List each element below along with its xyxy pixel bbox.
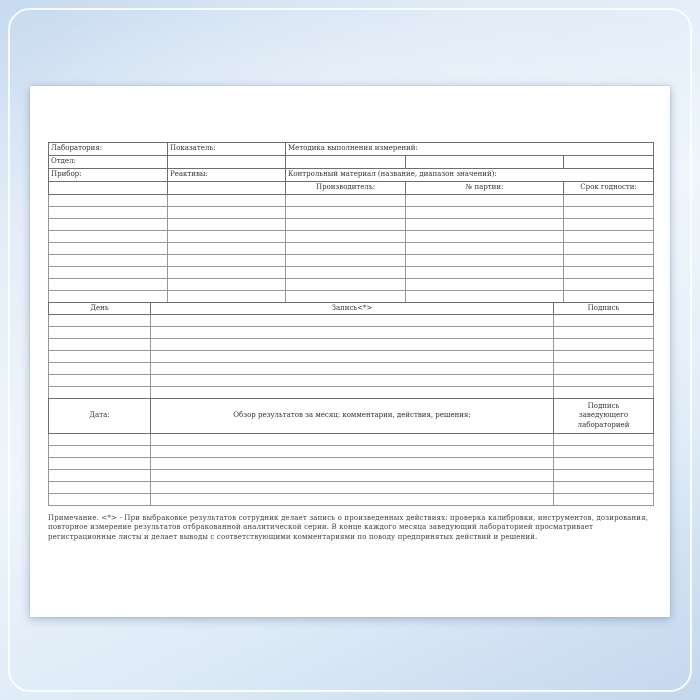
table-row	[49, 267, 654, 279]
empty-grid-cell	[49, 291, 168, 303]
empty-grid-cell	[554, 494, 654, 506]
table-row	[49, 327, 654, 339]
empty-grid-cell	[564, 243, 654, 255]
empty-grid-cell	[49, 243, 168, 255]
empty-grid-cell	[286, 207, 406, 219]
empty-grid-cell	[49, 339, 151, 351]
empty-grid-cell	[554, 315, 654, 327]
empty-grid-cell	[49, 219, 168, 231]
empty-grid-cell	[49, 255, 168, 267]
empty-grid-cell	[49, 195, 168, 207]
daily-log-table	[48, 302, 654, 399]
empty-grid-cell	[406, 156, 564, 169]
empty-grid-cell	[406, 243, 564, 255]
empty-grid-cell	[151, 375, 554, 387]
table-row	[49, 494, 654, 506]
empty-grid-cell	[151, 446, 554, 458]
table-row	[49, 470, 654, 482]
empty-grid-cell	[49, 470, 151, 482]
empty-grid-cell	[286, 279, 406, 291]
empty-grid-cell	[286, 243, 406, 255]
expiry-label-cell: Срок годности:	[564, 182, 654, 195]
empty-grid-cell	[286, 219, 406, 231]
registration-form-page	[30, 86, 670, 617]
footnote: Примечание. <*> - При выбраковке результатов сотрудник делает запись о произведенных действиях: проверка калибровки, инструментов, дозирования, повторное измерение результатов отбракованной аналитической серии. В конце каждого месяца заведующий лабораторией просматривает регистрационные листы и делает выводы с соответствующими комментариями по поводу предпринятых действий и решений.	[48, 514, 649, 541]
empty-grid-cell	[564, 291, 654, 303]
empty-grid-cell	[151, 327, 554, 339]
empty-grid-cell	[151, 387, 554, 399]
empty-grid-cell	[49, 494, 151, 506]
empty-grid-cell	[168, 219, 286, 231]
empty-grid-cell	[554, 339, 654, 351]
table-row	[49, 156, 654, 169]
empty-grid-cell	[286, 255, 406, 267]
table-row	[49, 375, 654, 387]
empty-grid-cell	[168, 255, 286, 267]
empty-grid-cell	[554, 434, 654, 446]
empty-grid-cell	[168, 231, 286, 243]
table-row	[49, 143, 654, 156]
table-row	[49, 231, 654, 243]
table-row	[49, 207, 654, 219]
empty-grid-cell	[554, 375, 654, 387]
empty-grid-cell	[564, 195, 654, 207]
empty-grid-cell	[168, 243, 286, 255]
empty-grid-cell	[151, 363, 554, 375]
table-row	[49, 182, 654, 195]
empty-grid-cell	[564, 231, 654, 243]
table-row	[49, 279, 654, 291]
table-row	[49, 255, 654, 267]
table-row	[49, 219, 654, 231]
form-content	[48, 142, 653, 542]
empty-grid-cell	[168, 291, 286, 303]
empty-grid-cell	[151, 315, 554, 327]
empty-grid-cell	[406, 255, 564, 267]
table-row	[49, 195, 654, 207]
header-table	[48, 142, 654, 303]
table-row	[49, 303, 654, 315]
empty-grid-cell	[554, 470, 654, 482]
manufacturer-label-cell: Производитель:	[286, 182, 406, 195]
control-material-label-cell: Контрольный материал (название, диапазон значений):	[286, 169, 654, 182]
empty-grid-cell	[564, 279, 654, 291]
empty-grid-cell	[554, 458, 654, 470]
empty-grid-cell	[406, 267, 564, 279]
empty-grid-cell	[286, 291, 406, 303]
empty-grid-cell	[49, 351, 151, 363]
table-row	[49, 291, 654, 303]
empty-grid-cell	[49, 482, 151, 494]
empty-grid-cell	[406, 219, 564, 231]
empty-grid-cell	[554, 387, 654, 399]
empty-grid-cell	[151, 482, 554, 494]
empty-grid-cell	[49, 387, 151, 399]
empty-grid-cell	[168, 267, 286, 279]
table-row	[49, 446, 654, 458]
record-label-cell: Запись<*>	[151, 303, 554, 315]
empty-grid-cell	[49, 458, 151, 470]
table-row	[49, 315, 654, 327]
empty-grid-cell	[151, 339, 554, 351]
empty-grid-cell	[151, 494, 554, 506]
empty-grid-cell	[49, 327, 151, 339]
monthly-review-table	[48, 398, 654, 506]
empty-grid-cell	[554, 327, 654, 339]
table-row	[49, 399, 654, 434]
empty-grid-cell	[151, 470, 554, 482]
batch-no-label-cell: № партии:	[406, 182, 564, 195]
empty-grid-cell	[564, 219, 654, 231]
table-row	[49, 387, 654, 399]
empty-grid-cell	[554, 482, 654, 494]
reagents-label-cell: Реактивы:	[168, 169, 286, 182]
empty-grid-cell	[49, 375, 151, 387]
empty-grid-cell	[151, 434, 554, 446]
empty-grid-cell	[406, 279, 564, 291]
empty-grid-cell	[286, 267, 406, 279]
empty-grid-cell	[49, 182, 168, 195]
empty-grid-cell	[168, 279, 286, 291]
empty-grid-cell	[286, 195, 406, 207]
empty-grid-cell	[286, 156, 406, 169]
signature-label-cell: Подпись	[554, 303, 654, 315]
table-row	[49, 351, 654, 363]
table-row	[49, 458, 654, 470]
empty-grid-cell	[286, 231, 406, 243]
empty-grid-cell	[49, 231, 168, 243]
empty-grid-cell	[49, 446, 151, 458]
empty-grid-cell	[151, 351, 554, 363]
date-label-cell: Дата:	[49, 399, 151, 434]
empty-grid-cell	[151, 458, 554, 470]
empty-grid-cell	[49, 315, 151, 327]
empty-grid-cell	[168, 195, 286, 207]
head-signature-label-cell	[554, 399, 654, 434]
table-row	[49, 339, 654, 351]
day-label-cell: День	[49, 303, 151, 315]
empty-grid-cell	[406, 207, 564, 219]
table-row	[49, 434, 654, 446]
table-row	[49, 169, 654, 182]
empty-grid-cell	[564, 267, 654, 279]
indicator-label-cell: Показатель:	[168, 143, 286, 156]
empty-grid-cell	[49, 363, 151, 375]
empty-grid-cell	[554, 351, 654, 363]
empty-grid-cell	[406, 231, 564, 243]
device-label-cell: Прибор:	[49, 169, 168, 182]
empty-grid-cell	[49, 267, 168, 279]
empty-grid-cell	[564, 207, 654, 219]
monthly-review-label-cell: Обзор результатов за месяц: комментарии, действия, решения:	[151, 399, 554, 434]
empty-grid-cell	[49, 434, 151, 446]
method-label-cell: Методика выполнения измерений:	[286, 143, 654, 156]
table-row	[49, 482, 654, 494]
empty-grid-cell	[49, 207, 168, 219]
table-row	[49, 363, 654, 375]
empty-grid-cell	[564, 255, 654, 267]
department-label-cell: Отдел:	[49, 156, 168, 169]
empty-grid-cell	[554, 446, 654, 458]
table-row	[49, 243, 654, 255]
empty-grid-cell	[168, 182, 286, 195]
empty-grid-cell	[406, 291, 564, 303]
empty-grid-cell	[564, 156, 654, 169]
head-signature-label: Подпись заведующего лабораторией	[577, 402, 630, 429]
empty-grid-cell	[406, 195, 564, 207]
laboratory-label-cell: Лаборатория:	[49, 143, 168, 156]
empty-grid-cell	[168, 207, 286, 219]
empty-grid-cell	[49, 279, 168, 291]
empty-grid-cell	[168, 156, 286, 169]
empty-grid-cell	[554, 363, 654, 375]
